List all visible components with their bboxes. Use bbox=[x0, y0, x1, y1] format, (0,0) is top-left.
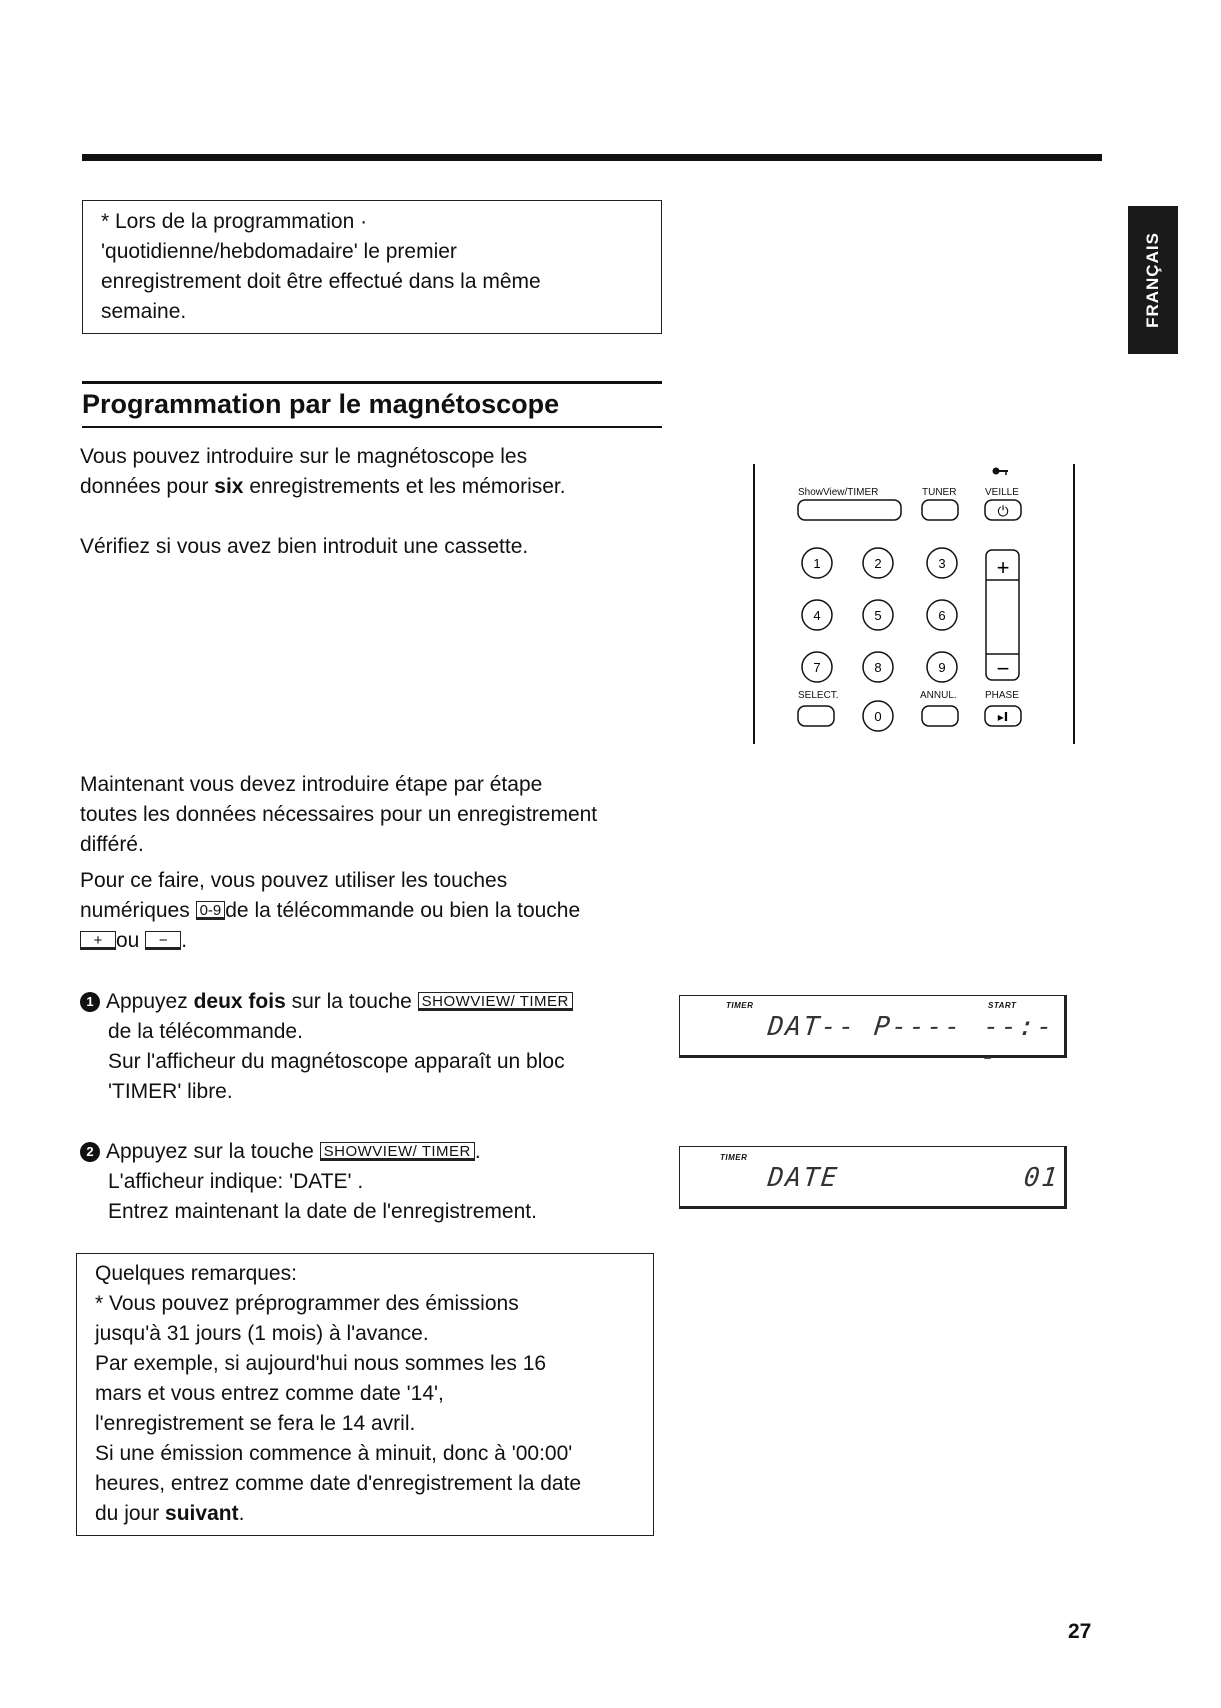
step-intro-line-1: Maintenant vous devez introduire étape par étape bbox=[80, 773, 543, 796]
check-cassette-text: Vérifiez si vous avez bien introduit une cassette. bbox=[80, 535, 529, 558]
showview-timer-button[interactable] bbox=[798, 500, 901, 520]
digit-9-label: 9 bbox=[938, 660, 946, 675]
step-1-bold: deux fois bbox=[193, 990, 286, 1013]
remote-svg bbox=[752, 462, 1076, 746]
intro-line-2-pre: données pour bbox=[80, 475, 215, 498]
keys-line-3 bbox=[80, 926, 700, 956]
page-number: 27 bbox=[1068, 1620, 1092, 1643]
plus-key: + bbox=[80, 931, 116, 950]
step-2-pre: Appuyez sur la touche bbox=[106, 1140, 320, 1163]
minus-key: − bbox=[145, 931, 181, 950]
select-button[interactable] bbox=[798, 706, 834, 726]
step-1-line-3: Sur l'afficheur du magnétoscope apparaît un bloc bbox=[108, 1050, 565, 1073]
lcd2-segment-left: DATE bbox=[766, 1163, 841, 1193]
minus-icon: − bbox=[996, 656, 1010, 681]
step-1-number: 1 bbox=[80, 992, 100, 1012]
language-tab-label: FRANÇAIS bbox=[1143, 232, 1162, 328]
digit-5-label: 5 bbox=[874, 608, 882, 623]
remote-label-veille: VEILLE bbox=[985, 487, 1019, 498]
phase-icon: ▸I bbox=[997, 710, 1009, 724]
key-icon bbox=[993, 468, 1009, 476]
step-intro-line-2: toutes les données nécessaires pour un enregistrement bbox=[80, 803, 598, 826]
note-box bbox=[82, 200, 662, 334]
step-1-pre: Appuyez bbox=[106, 990, 194, 1013]
lcd1-segment-right: --:-- bbox=[978, 1012, 1056, 1072]
top-rule bbox=[82, 154, 1102, 161]
step-2-line-3: Entrez maintenant la date de l'enregistrement. bbox=[108, 1200, 537, 1223]
vcr-display-1 bbox=[679, 995, 1067, 1072]
keys-line-2-post: de la télécommande ou bien la touche bbox=[225, 899, 581, 922]
remote-label-annul: ANNUL. bbox=[920, 690, 957, 701]
step-2-post: . bbox=[474, 1140, 481, 1163]
remarks-line-6: l'enregistrement se fera le 14 avril. bbox=[95, 1412, 416, 1435]
digit-6-label: 6 bbox=[938, 608, 946, 623]
lcd1-label-timer: TIMER bbox=[726, 1001, 754, 1010]
digit-0-label: 0 bbox=[874, 709, 882, 724]
remarks-line-4: Par exemple, si aujourd'hui nous sommes les 16 bbox=[95, 1352, 547, 1375]
step-1-line-1 bbox=[80, 987, 720, 1017]
remarks-line-7: Si une émission commence à minuit, donc à '00:00' bbox=[95, 1442, 573, 1465]
keys-line-1: Pour ce faire, vous pouvez utiliser les touches bbox=[80, 869, 508, 892]
lcd1-segment-left: DAT-- P---- bbox=[766, 1012, 964, 1042]
remarks-last-post: . bbox=[238, 1502, 245, 1525]
step-intro-line-3: différé. bbox=[80, 833, 144, 856]
keys-line-2 bbox=[80, 896, 700, 926]
remote-label-tuner: TUNER bbox=[922, 487, 957, 498]
digit-3-label: 3 bbox=[938, 556, 946, 571]
lcd1-label-start: START bbox=[988, 1001, 1017, 1010]
step-2-line-1 bbox=[80, 1137, 720, 1167]
note-line-1: * Lors de la programmation · bbox=[101, 210, 368, 233]
step-2-line-2: L'afficheur indique: 'DATE' . bbox=[108, 1170, 364, 1193]
digit-7-label: 7 bbox=[813, 660, 821, 675]
keys-period: . bbox=[181, 929, 188, 952]
remarks-line-9 bbox=[95, 1499, 653, 1529]
digit-1-label: 1 bbox=[813, 556, 821, 571]
intro-line-2-post: enregistrements et les mémoriser. bbox=[243, 475, 566, 498]
digit-2-label: 2 bbox=[874, 556, 882, 571]
intro-line-2 bbox=[80, 472, 680, 502]
lcd2-label-timer: TIMER bbox=[720, 1153, 748, 1162]
step-1-post: sur la touche bbox=[285, 990, 418, 1013]
remote-control-illustration bbox=[752, 462, 1076, 746]
digits-key: 0-9 bbox=[196, 901, 226, 920]
digit-8-label: 8 bbox=[874, 660, 882, 675]
remarks-last-pre: du jour bbox=[95, 1502, 166, 1525]
remarks-box bbox=[76, 1253, 654, 1536]
remarks-line-1: Quelques remarques: bbox=[95, 1262, 297, 1285]
lcd2-segment-right: 01 bbox=[1022, 1163, 1061, 1193]
intro-six-bold: six bbox=[214, 475, 244, 498]
step-1-line-4: 'TIMER' libre. bbox=[108, 1080, 233, 1103]
vcr-display-2 bbox=[679, 1146, 1067, 1209]
plus-icon: + bbox=[996, 555, 1010, 580]
showview-timer-key-1: SHOWVIEW/ TIMER bbox=[418, 992, 573, 1011]
step-1-line-2: de la télécommande. bbox=[108, 1020, 303, 1043]
remarks-suivant-bold: suivant bbox=[165, 1502, 239, 1525]
remarks-line-2: * Vous pouvez préprogrammer des émissions bbox=[95, 1292, 519, 1315]
tuner-button[interactable] bbox=[922, 500, 958, 520]
intro-paragraph bbox=[80, 442, 680, 502]
showview-timer-key-2: SHOWVIEW/ TIMER bbox=[320, 1142, 475, 1161]
power-icon: ⏻ bbox=[997, 504, 1009, 520]
note-line-2: 'quotidienne/hebdomadaire' le premier bbox=[101, 240, 457, 263]
note-line-3: enregistrement doit être effectué dans la même bbox=[101, 270, 541, 293]
remote-label-select: SELECT. bbox=[798, 690, 839, 701]
digit-4-label: 4 bbox=[813, 608, 821, 623]
annul-button[interactable] bbox=[922, 706, 958, 726]
or-text: ou bbox=[116, 929, 140, 952]
remote-label-showview: ShowView/TIMER bbox=[798, 487, 879, 498]
step-2 bbox=[80, 1137, 720, 1227]
note-line-4: semaine. bbox=[101, 300, 187, 323]
remote-label-phase: PHASE bbox=[985, 690, 1019, 701]
remarks-line-3: jusqu'à 31 jours (1 mois) à l'avance. bbox=[95, 1322, 429, 1345]
step-1 bbox=[80, 987, 720, 1107]
intro-line-1: Vous pouvez introduire sur le magnétoscope les bbox=[80, 445, 528, 468]
keys-paragraph bbox=[80, 866, 700, 956]
language-tab bbox=[1128, 206, 1178, 354]
step-intro-paragraph bbox=[80, 770, 700, 860]
remarks-line-8: heures, entrez comme date d'enregistrement la date bbox=[95, 1472, 582, 1495]
heading-rule-top bbox=[82, 381, 662, 384]
heading-rule-bottom bbox=[82, 426, 662, 428]
section-title: Programmation par le magnétoscope bbox=[82, 389, 560, 419]
step-2-number: 2 bbox=[80, 1142, 100, 1162]
remarks-line-5: mars et vous entrez comme date '14', bbox=[95, 1382, 444, 1405]
keys-line-2-pre: numériques bbox=[80, 899, 196, 922]
